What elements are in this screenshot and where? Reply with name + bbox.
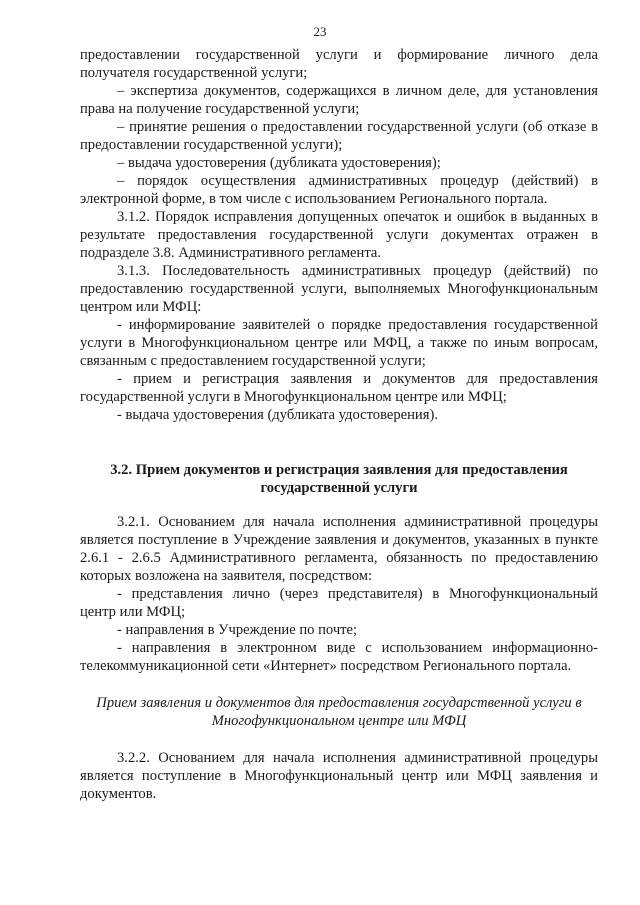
list-item: – экспертиза документов, содержащихся в личном деле, для установления права на получение государственной услуги; bbox=[80, 83, 598, 117]
section-heading: 3.2. Прием документов и регистрация заявления для предоставления государственной услуги bbox=[110, 462, 568, 496]
paragraph: 3.2.2. Основанием для начала исполнения административной процедуры является поступление в Многофункциональный центр или МФЦ заявления и документов. bbox=[80, 750, 598, 802]
list-item: - направления в Учреждение по почте; bbox=[117, 622, 358, 638]
list-item: - направления в электронном виде с использованием информационно-телекоммуникационной сети «Интернет» посредством Регионального портала. bbox=[80, 640, 598, 674]
paragraph: 3.1.2. Порядок исправления допущенных опечаток и ошибок в выданных в результате предоставления государственной услуги документах отражен в подразделе 3.8. Административного регламента. bbox=[80, 209, 598, 261]
list-item: - прием и регистрация заявления и документов для предоставления государственной услуги в Многофункциональном центре или МФЦ; bbox=[80, 371, 598, 405]
page-number: 23 bbox=[313, 24, 327, 39]
subsection-heading: Прием заявления и документов для предоставления государственной услуги в Многофункциональном центре или МФЦ bbox=[96, 695, 582, 729]
list-item: – выдача удостоверения (дубликата удостоверения); bbox=[117, 155, 441, 171]
paragraph: 3.2.1. Основанием для начала исполнения административной процедуры является поступление в Учреждение заявления и документов, указанных в пункте 2.6.1 - 2.6.5 Административного регламента, обязанность по предоставлению которых возложена на заявителя, посредством: bbox=[80, 514, 598, 584]
paragraph: предоставлении государственной услуги и формирование личного дела получателя государственной услуги; bbox=[80, 47, 598, 81]
list-item: – порядок осуществления административных процедур (действий) в электронной форме, в том числе с использованием Регионального портала. bbox=[80, 173, 598, 207]
list-item: - представления лично (через представителя) в Многофункциональный центр или МФЦ; bbox=[80, 586, 598, 620]
list-item: - информирование заявителей о порядке предоставления государственной услуги в Многофункциональном центре или МФЦ, а также по иным вопросам, связанным с предоставлением государственной услуги; bbox=[80, 317, 598, 369]
list-item: - выдача удостоверения (дубликата удостоверения). bbox=[117, 407, 438, 423]
paragraph: 3.1.3. Последовательность административных процедур (действий) по предоставлению государственной услуги, выполняемых Многофункциональным центром или МФЦ: bbox=[80, 263, 598, 315]
page-body bbox=[80, 46, 598, 803]
list-item: – принятие решения о предоставлении государственной услуги (об отказе в предоставлении государственной услуги); bbox=[80, 119, 598, 153]
